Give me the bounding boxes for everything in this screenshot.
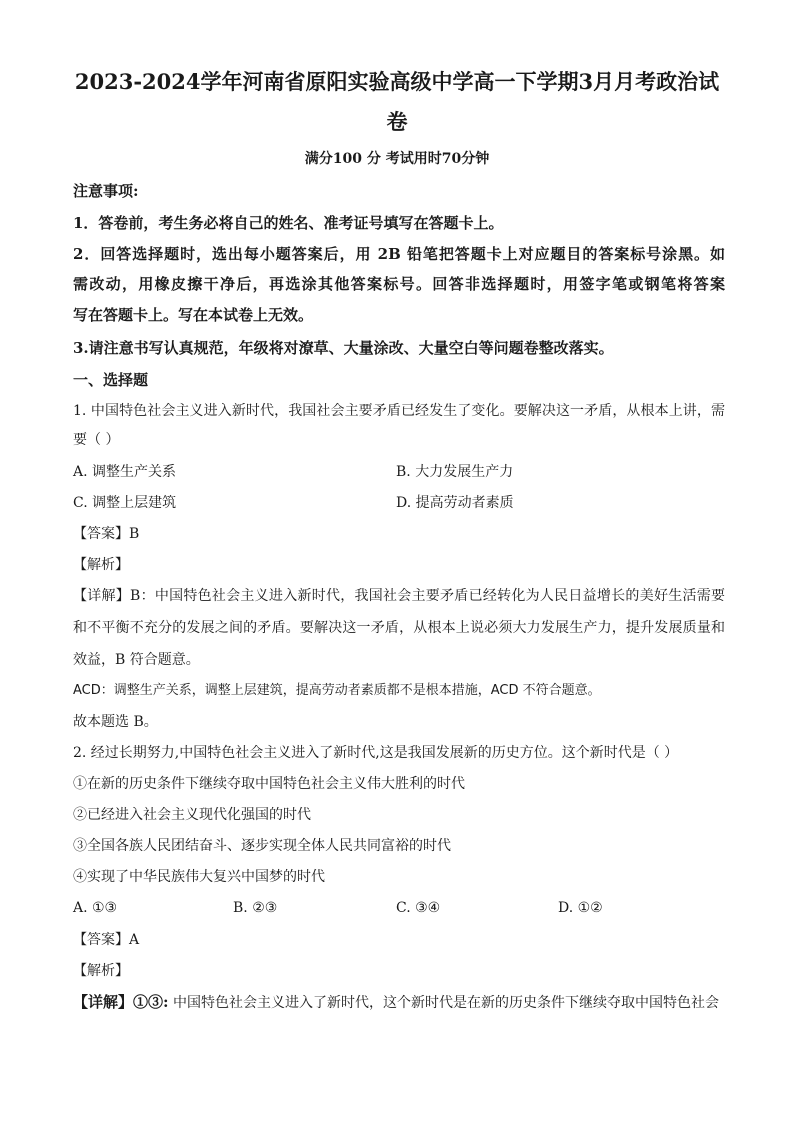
q2-statement-2: ②已经进入社会主义现代化强国的时代 [73,807,311,823]
q1-option-d: D. 提高劳动者素质 [396,495,514,511]
q2-statement-3: ③全国各族人民团结奋斗、逐步实现全体人民共同富裕的时代 [73,838,451,854]
q2-detail-prefix: 【详解】①③: [73,993,169,1011]
q2-option-b: B. ②③ [233,900,278,916]
exam-title-line1: 2023-2024学年河南省原阳实验高级中学高一下学期3月月考政治试 [74,69,720,94]
section-title: 一、选择题 [73,371,149,389]
q1-stem-line1: 1. 中国特色社会主义进入新时代，我国社会主要矛盾已经发生了变化。要解决这一矛盾，从根本上讲，需 [73,403,725,419]
q2-statement-4: ④实现了中华民族伟大复兴中国梦的时代 [73,869,325,885]
notice-item-2-line1: 2．回答选择题时，选出每小题答案后，用 2B 铅笔把答题卡上对应题目的答案标号涂黑。如 [73,245,725,263]
q2-option-c: C. ③④ [396,900,441,916]
notice-item-2-line3: 写在答题卡上。写在本试卷上无效。 [73,306,314,324]
q2-analysis-label: 【解析】 [73,963,129,979]
q1-answer: 【答案】B [73,526,140,542]
exam-subtitle: 满分100 分 考试用时70分钟 [304,151,490,167]
q1-analysis-label: 【解析】 [73,557,129,573]
q1-stem-line2: 要（ ） [73,432,120,448]
q2-statement-1: ①在新的历史条件下继续夺取中国特色社会主义伟大胜利的时代 [73,776,465,792]
q1-detail-line4: ACD：调整生产关系，调整上层建筑，提高劳动者素质都不是根本措施，ACD 不符合题意。 [73,683,601,698]
q1-detail-line2: 和不平衡不充分的发展之间的矛盾。要解决这一矛盾，从根本上说必须大力发展生产力，提升发展质量和 [73,620,725,636]
q1-detail-line1: 【详解】B：中国特色社会主义进入新时代，我国社会主要矛盾已经转化为人民日益增长的美好生活需要 [73,588,725,604]
q2-detail-text: 中国特色社会主义进入了新时代，这个新时代是在新的历史条件下继续夺取中国特色社会 [168,995,719,1011]
notice-heading: 注意事项: [73,182,139,200]
q2-option-a: A. ①③ [73,900,118,916]
q1-option-c: C. 调整上层建筑 [73,495,177,511]
q1-option-b: B. 大力发展生产力 [396,464,514,480]
notice-item-1: 1．答卷前，考生务必将自己的姓名、准考证号填写在答题卡上。 [73,214,504,232]
exam-title-line2: 卷 [386,109,408,134]
q1-detail-line3: 效益，B 符合题意。 [73,652,200,668]
q2-stem: 2. 经过长期努力,中国特色社会主义进入了新时代,这是我国发展新的历史方位。这个新时代是（ ） [73,745,679,761]
q2-option-d: D. ①② [558,900,603,916]
q2-detail-line1 [73,992,725,1013]
q2-answer: 【答案】A [73,932,140,948]
notice-item-2-line2: 需改动，用橡皮擦干净后，再选涂其他答案标号。回答非选择题时，用签字笔或钢笔将答案 [73,275,725,293]
q1-option-a: A. 调整生产关系 [73,464,177,480]
notice-item-3: 3.请注意书写认真规范，年级将对潦草、大量涂改、大量空白等问题卷整改落实。 [73,339,614,357]
q1-conclusion: 故本题选 B。 [73,714,158,730]
